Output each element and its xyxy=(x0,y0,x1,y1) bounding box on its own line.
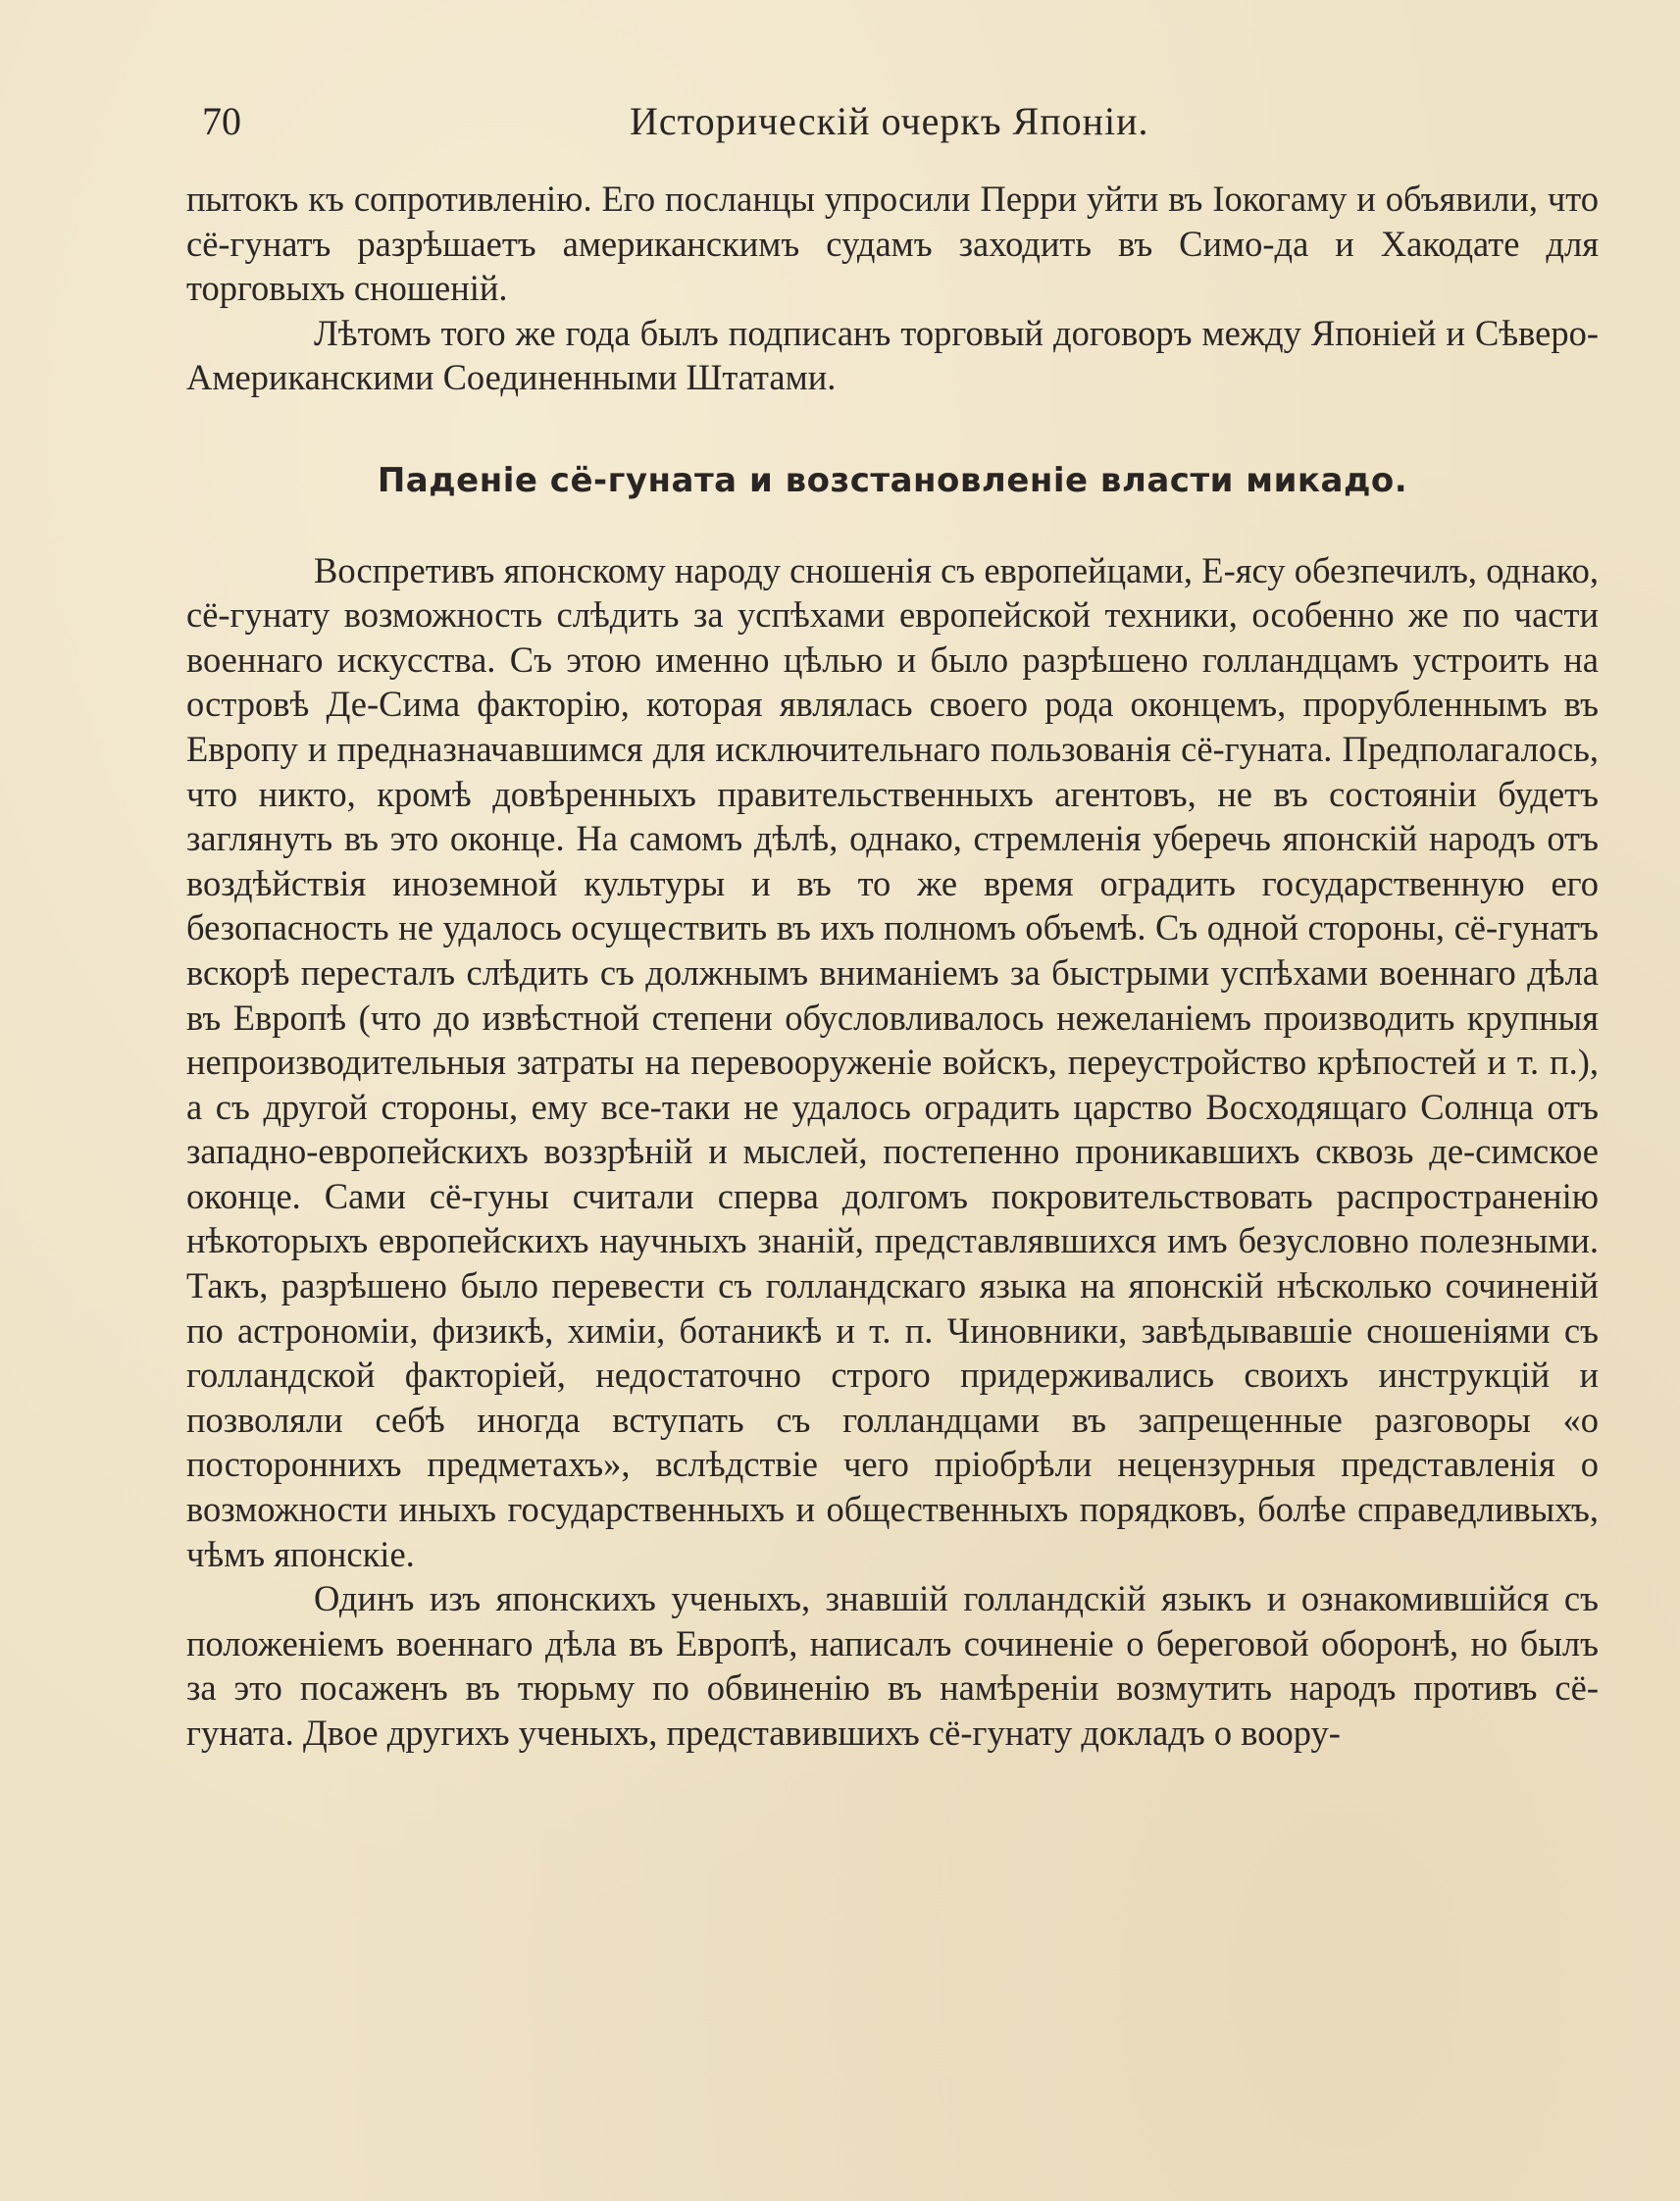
paragraph-scholar: Одинъ изъ японскихъ ученыхъ, знавшій голландскій языкъ и ознакомившійся съ положеніемъ военнаго дѣла въ Европѣ, написалъ сочиненіе о береговой оборонѣ, но былъ за это посаженъ въ тюрьму по обвиненію въ намѣреніи возмутить народъ противъ сё-гуната. Двое другихъ ученыхъ, представившихъ сё-гунату докладъ о воору- xyxy=(186,1578,1599,1753)
paragraph-continuation: пытокъ къ сопротивленію. Его посланцы упросили Перри уйти въ Іокогаму и объявили, что сё-гунатъ разрѣшаетъ американскимъ судамъ заходить въ Симо-да и Хакодате для торговыхъ сношеній. xyxy=(186,179,1599,309)
running-title: Историческій очеркъ Японіи. xyxy=(630,99,1149,143)
paragraph-treaty: Лѣтомъ того же года былъ подписанъ торговый договоръ между Японіей и Сѣверо-Американскими Соединенными Штатами. xyxy=(186,312,1599,398)
body-text xyxy=(186,177,1599,1756)
page-number: 70 xyxy=(202,99,241,143)
running-head xyxy=(188,98,1601,157)
paragraph-main: Воспретивъ японскому народу сношенія съ европейцами, Е-ясу обезпечилъ, однако, сё-гунату возможность слѣдить за успѣхами европейской техники, особенно же по части военнаго искусства. Съ этою именно цѣлью и было разрѣшено голландцамъ устроить на островѣ Де-Сима факторію, которая являлась своего рода оконцемъ, прорубленнымъ въ Европу и предназначавшимся для исключительнаго пользованія сё-гуната. Предполагалось, что никто, кромѣ довѣренныхъ правительственныхъ агентовъ, не въ состояніи будетъ заглянуть въ это оконце. На самомъ дѣлѣ, однако, стремленія уберечь японскій народъ отъ воздѣйствія иноземной культуры и въ то же время оградить государственную его безопасность не удалось осуществить въ ихъ полномъ объемѣ. Съ одной стороны, сё-гунатъ вскорѣ пересталъ слѣдить съ должнымъ вниманіемъ за быстрыми успѣхами военнаго дѣла въ Европѣ (что до извѣстной степени обусловливалось нежеланіемъ производить крупныя непроизводительныя затраты на перевооруженіе войскъ, переустройство крѣпостей и т. п.), а съ другой стороны, ему все-таки не удалось оградить царство Восходящаго Солнца отъ западно-европейскихъ воззрѣній и мыслей, постепенно проникавшихъ сквозь де-симское оконце. Сами сё-гуны считали сперва долгомъ покровительствовать распространенію нѣкоторыхъ европейскихъ научныхъ знаній, представлявшихся имъ безусловно полезными. Такъ, разрѣшено было перевести съ голландскаго языка на японскій нѣсколько сочиненій по астрономіи, физикѣ, химіи, ботаникѣ и т. п. Чиновники, завѣдывавшіе сношеніями съ голландской факторіей, недостаточно строго придерживались своихъ инструкцій и позволяли себѣ иногда вступать съ голландцами въ запрещенные разговоры «о постороннихъ предметахъ», вслѣдствіе чего пріобрѣли нецензурныя представленія о возможности иныхъ государственныхъ и общественныхъ порядковъ, болѣе справедливыхъ, чѣмъ японскіе. xyxy=(186,549,1599,1574)
section-heading: Паденіе сё-гуната и возстановленіе власти микадо. xyxy=(377,460,1408,500)
